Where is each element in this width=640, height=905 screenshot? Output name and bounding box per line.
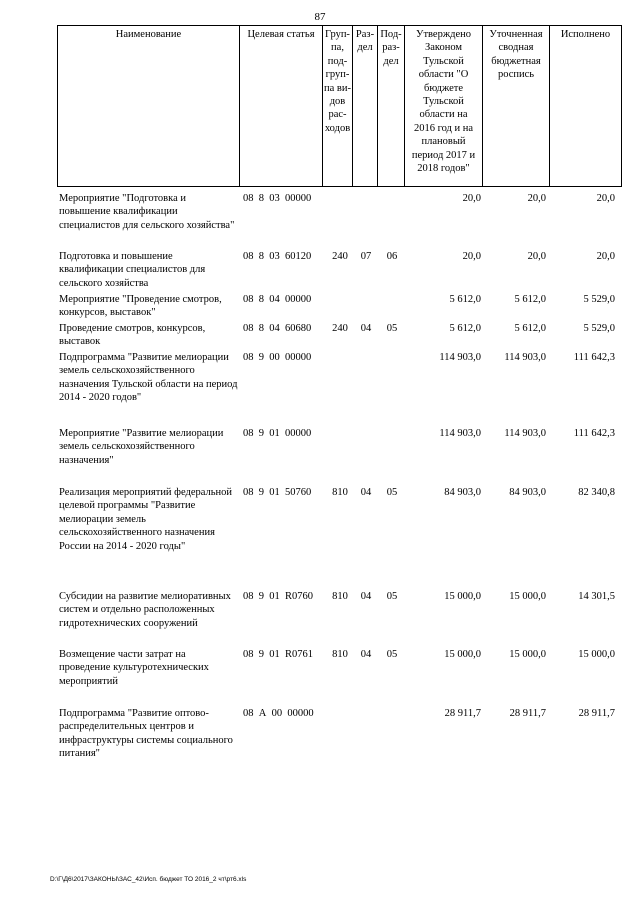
row-name: Проведение смотров, конкурсов, выставок <box>59 323 206 348</box>
row-name: Субсидии на развитие мелиоративных систем и отдельно расположенных гидротехнических сооружений <box>59 591 231 629</box>
row-refined: 15 000,0 <box>509 591 546 602</box>
row-executed: 14 301,5 <box>578 591 615 602</box>
header-name: Наименование <box>58 26 240 186</box>
row-subsection: 05 <box>386 649 398 660</box>
row-subsection: 05 <box>386 591 398 602</box>
row-refined: 84 903,0 <box>509 487 546 498</box>
row-target-article: 08 8 04 00000 <box>243 294 312 305</box>
row-approved: 15 000,0 <box>444 649 481 660</box>
row-executed: 28 911,7 <box>578 708 615 719</box>
row-target-article: 08 8 03 60120 <box>243 251 312 262</box>
row-target-article: 08 9 01 R0760 <box>243 591 314 602</box>
row-name: Мероприятие "Проведение смотров, конкурсов, выставок" <box>59 294 222 319</box>
row-group: 810 <box>332 649 348 660</box>
row-group: 240 <box>332 251 348 262</box>
row-target-article: 08 9 01 00000 <box>243 428 312 439</box>
row-refined: 28 911,7 <box>509 708 546 719</box>
header-target-article: Целевая статья <box>240 26 323 186</box>
header-section: Раз- дел <box>353 26 378 186</box>
row-executed: 5 529,0 <box>583 294 615 305</box>
file-path-footer: D:\Г\Д6\2017\ЗАКОНЫ\ЗАС_42\Исп. бюджет ТО 2016_2 чт\рт6.xls <box>50 876 247 883</box>
row-executed: 111 642,3 <box>573 352 615 363</box>
row-target-article: 08 9 01 50760 <box>243 487 312 498</box>
row-name: Мероприятие "Развитие мелиорации земель сельскохозяйственного назначения" <box>59 428 224 466</box>
row-executed: 15 000,0 <box>578 649 615 660</box>
row-refined: 15 000,0 <box>509 649 546 660</box>
row-executed: 111 642,3 <box>573 428 615 439</box>
row-approved: 114 903,0 <box>439 428 481 439</box>
row-section: 04 <box>360 591 372 602</box>
row-refined: 114 903,0 <box>504 352 546 363</box>
row-target-article: 08 9 00 00000 <box>243 352 312 363</box>
row-executed: 20,0 <box>596 251 615 262</box>
header-approved: Утверждено Законом Тульской области "О бюджете Тульской области на 2016 год и на плановый период 2017 и 2018 годов" <box>405 26 483 186</box>
row-name: Подпрограмма "Развитие мелиорации земель сельскохозяйственного назначения Тульской области на период 2014 - 2020 годов" <box>59 352 238 404</box>
row-approved: 114 903,0 <box>439 352 481 363</box>
row-name: Реализация мероприятий федеральной целевой программы "Развитие мелиорации земель сельскохозяйственного назначения России на 2014 - 2020 годы" <box>59 487 233 552</box>
row-approved: 84 903,0 <box>444 487 481 498</box>
row-section: 04 <box>360 487 372 498</box>
row-approved: 20,0 <box>462 251 481 262</box>
header-group: Груп- па, под- груп- па ви- дов рас- ходов <box>323 26 353 186</box>
row-approved: 5 612,0 <box>449 294 481 305</box>
row-executed: 20,0 <box>596 193 615 204</box>
row-approved: 15 000,0 <box>444 591 481 602</box>
header-refined: Уточненная сводная бюджетная роспись <box>483 26 550 186</box>
row-section: 04 <box>360 649 372 660</box>
row-approved: 28 911,7 <box>444 708 481 719</box>
row-subsection: 05 <box>386 487 398 498</box>
row-group: 810 <box>332 487 348 498</box>
row-subsection: 05 <box>386 323 398 334</box>
row-executed: 82 340,8 <box>578 487 615 498</box>
row-refined: 20,0 <box>527 251 546 262</box>
row-name: Подпрограмма "Развитие оптово-распределительных центров и инфраструктуры системы социального питания" <box>59 708 233 760</box>
row-refined: 5 612,0 <box>514 323 546 334</box>
header-executed: Исполнено <box>560 29 611 40</box>
row-name: Возмещение части затрат на проведение культуротехнических мероприятий <box>59 649 209 687</box>
row-section: 07 <box>360 251 372 262</box>
table-header <box>57 25 622 187</box>
row-refined: 114 903,0 <box>504 428 546 439</box>
row-refined: 20,0 <box>527 193 546 204</box>
row-section: 04 <box>360 323 372 334</box>
row-group: 240 <box>332 323 348 334</box>
row-approved: 5 612,0 <box>449 323 481 334</box>
row-refined: 5 612,0 <box>514 294 546 305</box>
row-group: 810 <box>332 591 348 602</box>
row-approved: 20,0 <box>462 193 481 204</box>
row-target-article: 08 9 01 R0761 <box>243 649 314 660</box>
row-subsection: 06 <box>386 251 398 262</box>
row-name: Мероприятие "Подготовка и повышение квалификации специалистов для сельского хозяйства" <box>59 193 235 231</box>
row-target-article: 08 8 03 00000 <box>243 193 312 204</box>
header-subsection: Под- раз- дел <box>378 26 405 186</box>
row-target-article: 08 А 00 00000 <box>243 708 314 719</box>
row-executed: 5 529,0 <box>583 323 615 334</box>
page-number: 87 <box>314 11 326 23</box>
row-target-article: 08 8 04 60680 <box>243 323 312 334</box>
row-name: Подготовка и повышение квалификации специалистов для сельского хозяйства <box>59 251 206 289</box>
